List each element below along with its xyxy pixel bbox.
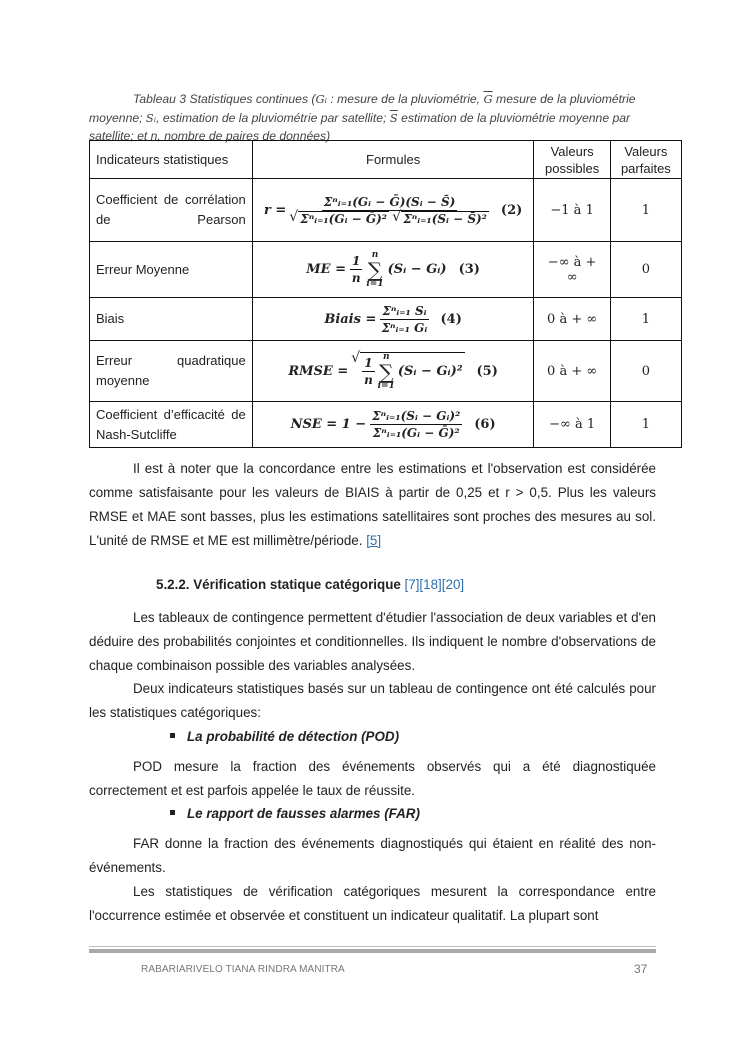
table-row bbox=[90, 341, 682, 402]
sum-lower: i=1 bbox=[366, 278, 384, 289]
formula-sqrt: √ Σⁿᵢ₌₁(Gᵢ − Ḡ)² bbox=[298, 211, 389, 226]
formula-fraction bbox=[380, 304, 428, 335]
formula-lhs: ME = bbox=[306, 262, 346, 277]
bullet-square-icon bbox=[170, 810, 175, 815]
perfect-value: 0 bbox=[610, 341, 681, 402]
paragraph-contingency bbox=[89, 606, 656, 678]
table-row bbox=[90, 402, 682, 448]
caption-symbol-gbar: $\overline{G}$ bbox=[483, 92, 493, 106]
paragraph-text: Il est à noter que la concordance entre les estimations et l'observation est considérée comme satisfaisante pour les valeurs de BIAIS à partir de 0,25 et r > 0,5. Plus les valeurs RMSE et MAE sont basses, plus les estimations satellitaires sont proches des mesures au sol. L'unité de RMSE et ME est millimètre/période. bbox=[89, 461, 656, 548]
indicator-name: Erreur Moyenne bbox=[90, 242, 253, 298]
indicator-name: Biais bbox=[90, 298, 253, 341]
equation-number: (2) bbox=[500, 202, 523, 218]
formula-numerator: √ 1 bbox=[364, 356, 373, 370]
equation-number: (5) bbox=[476, 363, 498, 379]
paragraph-text: FAR donne la fraction des événements diagnostiqués qui étaient en réalité des non-événements. bbox=[89, 836, 656, 875]
formula-denominator: n bbox=[364, 373, 373, 387]
caption-text: : mesure de la pluviométrie, bbox=[326, 92, 484, 106]
statistics-table bbox=[89, 140, 682, 448]
possible-values: −∞ à + ∞ bbox=[534, 242, 610, 298]
caption-text: estimation de la pluviométrie moyenne par satellite; et n, nombre de paires de données) bbox=[89, 110, 631, 143]
formula-fraction bbox=[362, 356, 374, 387]
caption-text: Tableau 3 Statistiques continues ( bbox=[133, 92, 316, 106]
reference-link-5[interactable]: [5] bbox=[366, 533, 382, 548]
sum-upper: n bbox=[371, 249, 379, 260]
section-heading bbox=[156, 577, 464, 592]
formula-denominator: Σⁿᵢ₌₁ Gᵢ bbox=[381, 320, 428, 335]
caption-text: mesure de la pluviométrie moyenne; bbox=[89, 92, 636, 125]
formula-nse bbox=[252, 402, 534, 448]
bullet-text: Le rapport de fausses alarmes (FAR) bbox=[187, 806, 420, 821]
indicator-name: Coefficient d’efficacité de Nash-Sutcliffe bbox=[90, 402, 253, 448]
table-caption bbox=[89, 90, 656, 146]
caption-symbol-gi: Gᵢ bbox=[315, 92, 327, 106]
indicator-name: Coefficient de corrélation de Pearson bbox=[90, 179, 253, 242]
formula-me bbox=[252, 242, 534, 298]
header-possible-values: Valeurs possibles bbox=[534, 141, 610, 179]
paragraph-text: POD mesure la fraction des événements observés qui a été diagnostiquée correctement et est parfois appelée le taux de réussite. bbox=[89, 759, 656, 798]
paragraph-text: Deux indicateurs statistiques basés sur un tableau de contingence ont été calculés pour les statistiques catégoriques: bbox=[89, 681, 656, 720]
summation-sign bbox=[378, 353, 395, 391]
sum-lower: i=1 bbox=[377, 380, 395, 391]
equation-number: (3) bbox=[458, 262, 480, 277]
bullet-item-far bbox=[170, 806, 420, 821]
formula-lhs: NSE = 1 − bbox=[290, 417, 367, 432]
perfect-value: 0 bbox=[610, 242, 681, 298]
perfect-value: 1 bbox=[610, 298, 681, 341]
section-reference-links[interactable]: [7][18][20] bbox=[404, 577, 465, 592]
indicator-name: Erreur quadratique moyenne bbox=[90, 341, 253, 402]
formula-sqrt bbox=[360, 352, 464, 391]
formula-body: (Sᵢ − Gᵢ)² bbox=[397, 364, 463, 379]
formula-biais bbox=[252, 298, 534, 341]
formula-fraction bbox=[370, 409, 462, 440]
formula-denominator: n bbox=[351, 271, 361, 285]
header-perfect-values: Valeurs parfaites bbox=[610, 141, 681, 179]
paragraph-indicators bbox=[89, 677, 656, 725]
paragraph-categorical bbox=[89, 880, 656, 928]
paragraph-pod bbox=[89, 755, 656, 803]
summation-sign bbox=[366, 251, 383, 289]
formula-denominator: Σⁿᵢ₌₁(Gᵢ − Ḡ)² bbox=[372, 426, 460, 440]
formula-numerator: Σⁿᵢ₌₁(Sᵢ − Gᵢ)² bbox=[372, 409, 461, 423]
formula-body: (Sᵢ − Gᵢ) bbox=[387, 262, 447, 277]
caption-text: , estimation de la pluviométrie par satellite; bbox=[156, 110, 390, 125]
formula-lhs: r = bbox=[263, 202, 287, 218]
formula-numerator: Σⁿᵢ₌₁(Gᵢ − Ḡ)(Sᵢ − S̄) bbox=[323, 194, 456, 209]
table-row bbox=[90, 242, 682, 298]
table-header-row bbox=[90, 141, 682, 179]
paragraph-text: Les tableaux de contingence permettent d'étudier l'association de deux variables et d'en déduire des probabilités conjointes et conditionnelles. Ils indiquent le nombre d'observations de chaque combinaison possible des variables analysées. bbox=[89, 610, 656, 673]
formula-rmse bbox=[252, 341, 534, 402]
formula-sqrt: √ Σⁿᵢ₌₁(Sᵢ − S̄)² bbox=[401, 211, 489, 226]
formula-denominator bbox=[290, 211, 489, 226]
formula-numerator: 1 bbox=[352, 254, 361, 268]
formula-numerator: Σⁿᵢ₌₁ Sᵢ bbox=[382, 303, 427, 318]
equation-number: (6) bbox=[474, 417, 496, 432]
footer-author: RABARIARIVELO TIANA RINDRA MANITRA bbox=[141, 964, 345, 975]
sigma-icon: ∑ bbox=[379, 359, 394, 384]
formula-lhs: RMSE = bbox=[288, 363, 349, 379]
formula-pearson bbox=[252, 179, 534, 242]
perfect-value: 1 bbox=[610, 179, 681, 242]
bullet-item-pod bbox=[170, 729, 399, 744]
header-indicator: Indicateurs statistiques bbox=[90, 141, 253, 179]
paragraph-concordance bbox=[89, 457, 656, 553]
footer-rule-thick bbox=[89, 949, 656, 953]
caption-symbol-si: Sᵢ bbox=[145, 110, 157, 125]
table-row bbox=[90, 298, 682, 341]
paragraph-text: Les statistiques de vérification catégoriques mesurent la correspondance entre l'occurrence estimée et observée et constituent un indicateur qualitatif. La plupart sont bbox=[89, 884, 656, 923]
bullet-text: La probabilité de détection (POD) bbox=[187, 729, 400, 744]
page-number: 37 bbox=[634, 962, 648, 976]
equation-number: (4) bbox=[440, 311, 462, 327]
formula-fraction bbox=[350, 254, 362, 285]
header-formula: Formules bbox=[252, 141, 534, 179]
possible-values: 0 à + ∞ bbox=[534, 298, 610, 341]
possible-values: 0 à + ∞ bbox=[534, 341, 610, 402]
possible-values: −∞ à 1 bbox=[534, 402, 610, 448]
possible-values: −1 à 1 bbox=[534, 179, 610, 242]
formula-lhs: Biais = bbox=[324, 311, 377, 327]
footer-rule-thin bbox=[89, 946, 656, 947]
sigma-icon: ∑ bbox=[367, 257, 383, 282]
table-row bbox=[90, 179, 682, 242]
caption-symbol-sbar: $\overline{S}$ bbox=[389, 110, 398, 125]
paragraph-far bbox=[89, 832, 656, 880]
formula-fraction bbox=[290, 195, 489, 226]
bullet-square-icon bbox=[170, 733, 175, 738]
section-title: 5.2.2. Vérification statique catégorique bbox=[156, 577, 405, 592]
sum-upper: n bbox=[382, 351, 390, 362]
perfect-value: 1 bbox=[610, 402, 681, 448]
